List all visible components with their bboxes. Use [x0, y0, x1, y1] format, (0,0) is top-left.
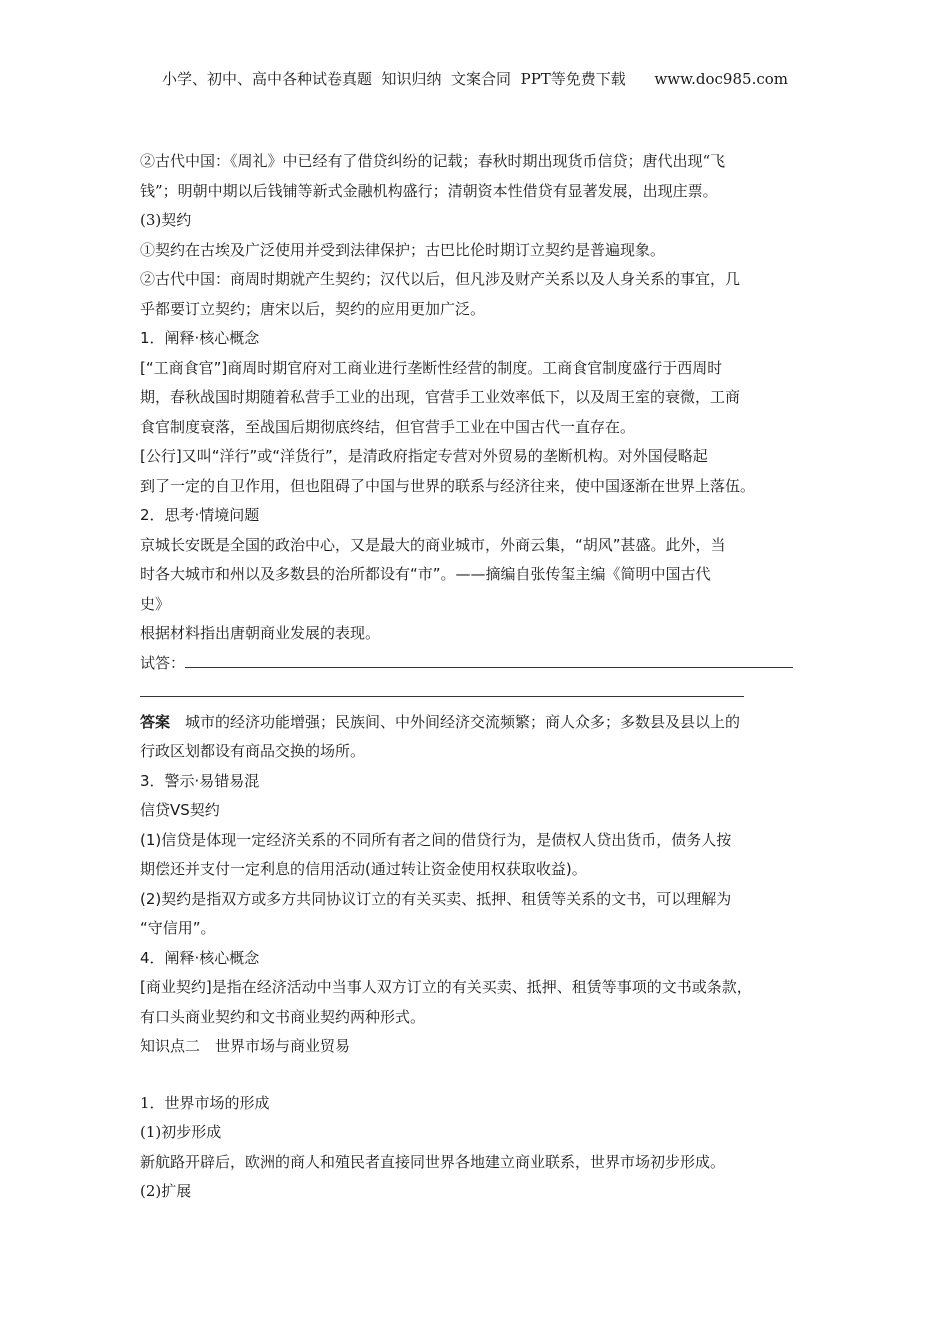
document-body — [140, 147, 816, 1207]
section-heading: (1)初步形成 — [140, 1123, 222, 1141]
answer-attempt-row — [140, 649, 816, 679]
answer-blank-row — [140, 678, 816, 708]
paragraph-line: 京城长安既是全国的政治中心，又是最大的商业城市，外商云集，“胡风”甚盛。此外，当 — [140, 535, 726, 554]
section-title: 知识点二 世界市场与商业贸易 — [140, 1037, 351, 1055]
answer-blank-line[interactable] — [140, 678, 744, 697]
paragraph-line: [商业契约]是指在经济活动中当事人双方订立的有关买卖、抵押、租赁等事项的文书或条款， — [140, 978, 752, 996]
paragraph-line: 有口头商业契约和文书商业契约两种形式。 — [140, 1007, 426, 1026]
section-heading: 2．思考·情境问题 — [140, 506, 260, 524]
section-heading: 3．警示·易错易混 — [140, 771, 260, 790]
section-heading: (2)扩展 — [140, 1182, 192, 1200]
paragraph-line: ①契约在古埃及广泛使用并受到法律保护；古巴比伦时期订立契约是普遍现象。 — [140, 240, 666, 259]
paragraph-line: 到了一定的自卫作用，但也阻碍了中国与世界的联系与经济往来，使中国逐渐在世界上落伍。 — [140, 476, 756, 495]
paragraph-line: 期偿还并支付一定利息的信用活动(通过转让资金使用权获取收益)。 — [140, 860, 587, 878]
paragraph-line: 行政区划都设有商品交换的场所。 — [140, 742, 366, 760]
paragraph-line: (1)信贷是体现一定经济关系的不同所有者之间的借贷行为，是债权人贷出货币，债务人按 — [140, 830, 732, 849]
answer-attempt-label: 试答： — [140, 653, 186, 672]
paragraph-line: ②古代中国：商周时期就产生契约；汉代以后，但凡涉及财产关系以及人身关系的事宜，几 — [140, 270, 741, 288]
page-header: 小学、初中、高中各种试卷真题 知识归纳 文案合同 PPT等免费下载 www.doc985.com — [161, 70, 788, 88]
answer-text: 城市的经济功能增强；民族间、中外间经济交流频繁；商人众多；多数县及县以上的 — [185, 712, 741, 731]
answer-blank-line[interactable] — [185, 649, 793, 668]
paragraph-line: 新航路开辟后，欧洲的商人和殖民者直接同世界各地建立商业联系，世界市场初步形成。 — [140, 1152, 726, 1171]
section-heading: 4．阐释·核心概念 — [140, 948, 260, 967]
section-heading: (3)契约 — [140, 211, 192, 229]
paragraph-line: 钱”；明朝中期以后钱铺等新式金融机构盛行；清朝资本性借贷有显著发展，出现庄票。 — [140, 181, 718, 200]
paragraph-line: [“工商食官”]商周时期官府对工商业进行垄断性经营的制度。工商食官制度盛行于西周时 — [140, 358, 723, 377]
paragraph-line: (2)契约是指双方或多方共同协议订立的有关买卖、抵押、租赁等关系的文书，可以理解为 — [140, 889, 732, 908]
paragraph-line: ②古代中国：《周礼》中已经有了借贷纠纷的记载；春秋时期出现货币信贷；唐代出现“飞 — [140, 152, 726, 170]
paragraph-line: 信贷VS契约 — [140, 801, 220, 819]
paragraph-line: 史》 — [140, 594, 171, 613]
answer-label: 答案 — [140, 712, 171, 731]
paragraph-line: 乎都要订立契约；唐宋以后，契约的应用更加广泛。 — [140, 299, 486, 318]
section-heading: 1．世界市场的形成 — [140, 1093, 270, 1112]
paragraph-line: 期，春秋战国时期随着私营手工业的出现，官营手工业效率低下，以及周王室的衰微，工商 — [140, 388, 741, 406]
paragraph-line: “守信用”。 — [140, 919, 216, 937]
paragraph-line: 时各大城市和州以及多数县的治所都设有“市”。——摘编自张传玺主编《简明中国古代 — [140, 565, 711, 583]
paragraph-line: 食官制度衰落，至战国后期彻底终结，但官营手工业在中国古代一直存在。 — [140, 417, 636, 436]
section-heading: 1．阐释·核心概念 — [140, 329, 260, 347]
paragraph-line: [公行]又叫“洋行”或“洋货行”，是清政府指定专营对外贸易的垄断机构。对外国侵略起 — [140, 447, 708, 465]
answer-line — [140, 708, 816, 738]
question-prompt: 根据材料指出唐朝商业发展的表现。 — [140, 624, 381, 642]
